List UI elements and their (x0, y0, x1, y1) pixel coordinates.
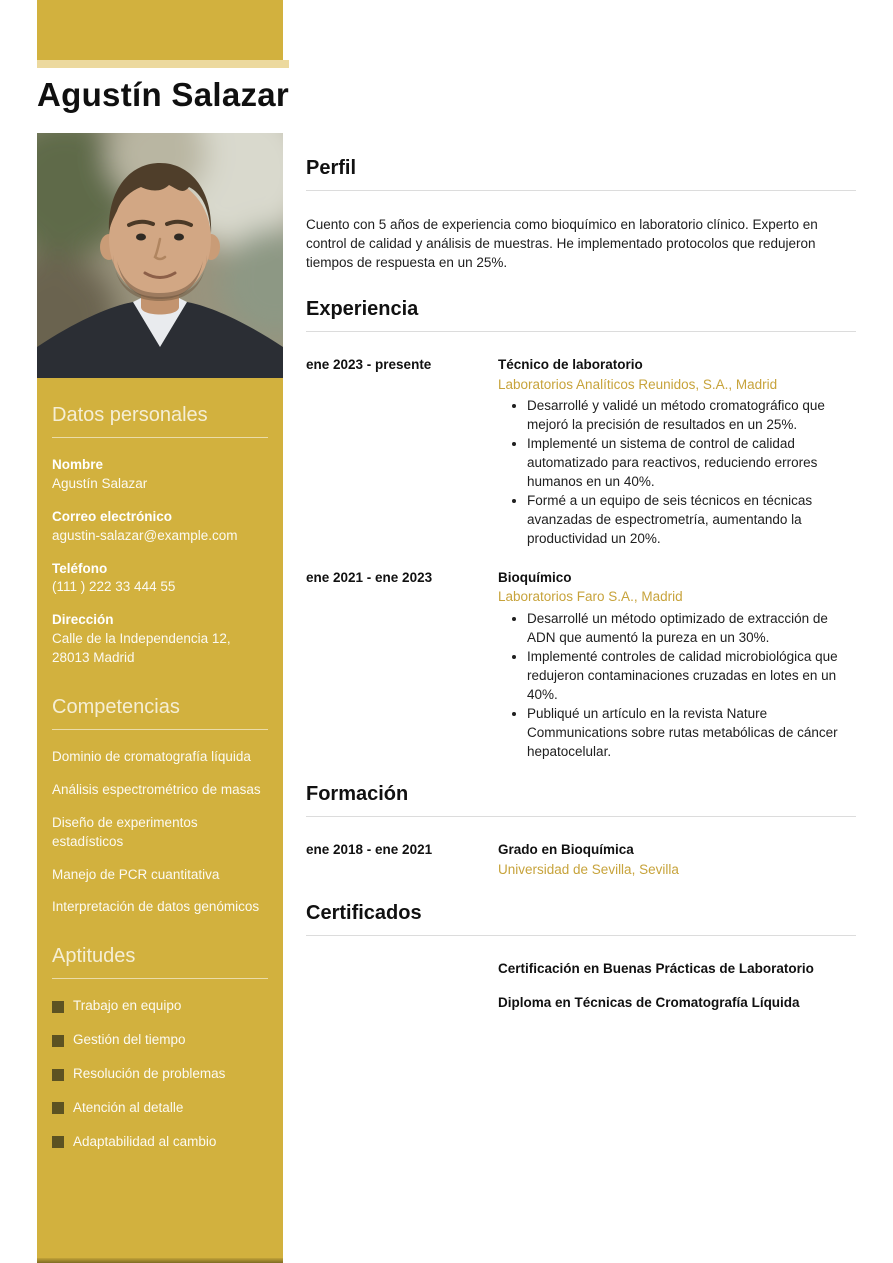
square-bullet-icon (52, 1136, 64, 1148)
personal-field-email (52, 508, 268, 546)
personal-section-title: Datos personales (52, 404, 208, 426)
entry-body (498, 569, 856, 762)
aptitude-label: Adaptabilidad al cambio (73, 1133, 217, 1149)
header-gold-band-light-strip (37, 60, 289, 68)
certificates-title: Certificados (306, 902, 422, 925)
education-title: Formación (306, 783, 409, 806)
entry-organization: Laboratorios Faro S.A., Madrid (498, 589, 683, 605)
square-bullet-icon (52, 1001, 64, 1013)
portrait-illustration (37, 133, 283, 378)
profile-divider (306, 190, 856, 191)
field-value: (111 ) 222 33 444 55 (52, 579, 176, 595)
experience-divider (306, 331, 856, 332)
field-value: Agustín Salazar (52, 475, 148, 491)
sidebar-section-skills (52, 696, 268, 917)
aptitude-item (52, 1065, 268, 1084)
skill-item: Dominio de cromatografía líquida (52, 749, 251, 765)
entry-dates: ene 2018 - ene 2021 (306, 842, 433, 858)
entry-dates: ene 2021 - ene 2023 (306, 569, 433, 585)
main-column (306, 0, 856, 1013)
entry-bullet: • Formé a un equipo de seis técnicos en técnicas avanzadas de espectrometría, aumentando la productividad un 20%. (527, 492, 856, 549)
certificates-divider (306, 935, 856, 936)
aptitude-item (52, 1133, 268, 1152)
certificate-label: Diploma en Técnicas de Cromatografía Líquida (498, 995, 800, 1011)
section-certificates (306, 902, 856, 1013)
entry-bullet-list (498, 610, 856, 761)
entry-role: Técnico de laboratorio (498, 356, 643, 372)
header-gold-band (37, 0, 283, 60)
sidebar-bottom-edge (37, 1258, 283, 1263)
skills-section-title: Competencias (52, 696, 180, 719)
skills-section-divider (52, 729, 268, 730)
skill-item: Manejo de PCR cuantitativa (52, 866, 220, 882)
field-value: Calle de la Independencia 12, 28013 Madrid (52, 631, 231, 666)
field-value: agustin-salazar@example.com (52, 527, 238, 543)
entry-bullet: • Implementé controles de calidad microbiológica que redujeron contaminaciones cruzadas en lotes en un 40%. (527, 648, 856, 705)
entry-bullet: • Implementé un sistema de control de calidad automatizado para reactivos, reduciendo errores humanos en un 40%. (527, 435, 856, 492)
sidebar-section-personal (52, 404, 268, 668)
entry-body (498, 356, 856, 549)
education-entry (306, 841, 856, 880)
certificate-label: Certificación en Buenas Prácticas de Laboratorio (498, 961, 814, 977)
square-bullet-icon (52, 1102, 64, 1114)
entry-bullet: • Desarrollé un método optimizado de extracción de ADN que aumentó la pureza en un 30%. (527, 610, 856, 648)
skill-item: Interpretación de datos genómicos (52, 899, 260, 915)
entry-dates: ene 2023 - presente (306, 356, 432, 372)
section-education (306, 783, 856, 880)
personal-section-divider (52, 437, 268, 438)
square-bullet-icon (52, 1069, 64, 1081)
experience-entry (306, 569, 856, 762)
certificate-date-spacer (306, 960, 498, 979)
sidebar-section-aptitudes (52, 945, 268, 1151)
field-label: Correo electrónico (52, 508, 173, 524)
aptitude-label: Trabajo en equipo (73, 998, 182, 1014)
field-label: Teléfono (52, 560, 108, 576)
personal-field-phone (52, 560, 268, 598)
experience-title: Experiencia (306, 297, 419, 320)
sidebar (37, 378, 283, 1258)
profile-photo (37, 133, 283, 378)
entry-school: Universidad de Sevilla, Sevilla (498, 862, 679, 878)
entry-bullet: • Desarrollé y validé un método cromatográfico que mejoró la precisión de resultados en un 25%. (527, 397, 856, 435)
aptitude-label: Resolución de problemas (73, 1066, 226, 1082)
aptitude-item (52, 997, 268, 1016)
aptitude-label: Atención al detalle (73, 1100, 184, 1116)
personal-field-name (52, 456, 268, 494)
entry-bullet-list (498, 397, 856, 548)
aptitudes-section-divider (52, 978, 268, 979)
entry-role: Bioquímico (498, 569, 572, 585)
entry-degree: Grado en Bioquímica (498, 842, 634, 858)
skill-item: Diseño de experimentos estadísticos (52, 814, 198, 849)
aptitude-item (52, 1031, 268, 1050)
section-profile (306, 0, 856, 273)
aptitudes-section-title: Aptitudes (52, 945, 136, 968)
aptitude-label: Gestión del tiempo (73, 1032, 186, 1048)
education-divider (306, 816, 856, 817)
aptitude-item (52, 1099, 268, 1118)
skill-item: Análisis espectrométrico de masas (52, 781, 261, 797)
profile-title: Perfil (306, 157, 357, 179)
certificate-item (306, 960, 856, 979)
certificate-date-spacer (306, 994, 498, 1013)
personal-field-address (52, 611, 268, 668)
candidate-name: Agustín Salazar (37, 76, 290, 113)
entry-body (498, 841, 856, 880)
field-label: Nombre (52, 457, 104, 472)
profile-text: Cuento con 5 años de experiencia como bioquímico en laboratorio clínico. Experto en control de calidad y análisis de muestras. He implementado protocolos que redujeron tiempos de respuesta en un 25%. (306, 217, 818, 270)
field-label: Dirección (52, 612, 114, 628)
entry-bullet: • Publiqué un artículo en la revista Nature Communications sobre rutas metabólicas de cáncer hepatocelular. (527, 705, 856, 762)
experience-entry (306, 356, 856, 549)
certificate-item (306, 994, 856, 1013)
square-bullet-icon (52, 1035, 64, 1047)
entry-organization: Laboratorios Analíticos Reunidos, S.A., Madrid (498, 376, 778, 392)
section-experience (306, 298, 856, 762)
